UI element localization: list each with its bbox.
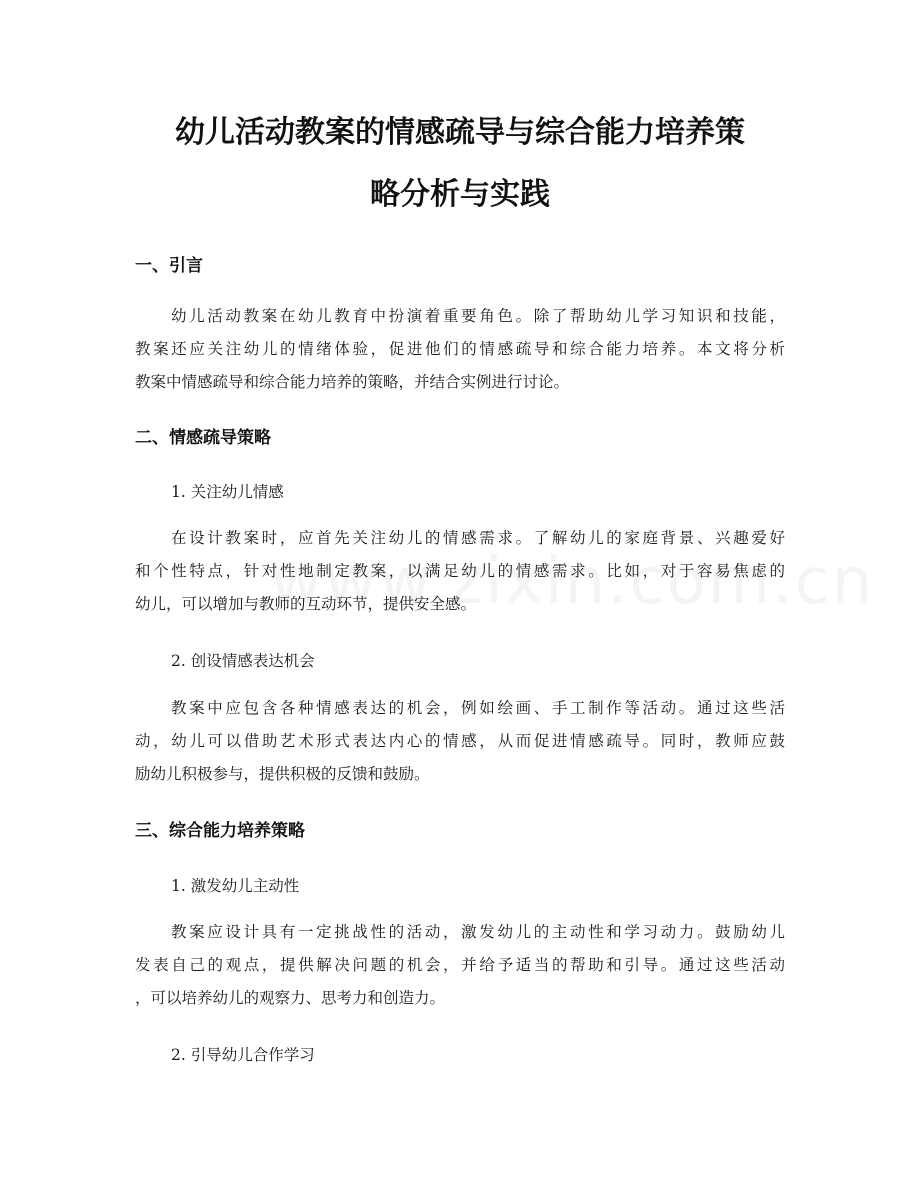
paragraph-line: 幼儿活动教案在幼儿教育中扮演着重要角色。除了帮助幼儿学习知识和技能， xyxy=(171,307,785,325)
paragraph-line: 励幼儿积极参与，提供积极的反馈和鼓励。 xyxy=(135,765,430,783)
emotion-paragraph-2 xyxy=(135,692,785,791)
emotion-paragraph-1 xyxy=(135,522,785,621)
section-heading-ability: 三、综合能力培养策略 xyxy=(135,821,305,841)
paragraph-line: 发表自己的观点，提供解决问题的机会，并给予适当的帮助和引导。通过这些活动 xyxy=(135,956,785,974)
paragraph-line: 在设计教案时，应首先关注幼儿的情感需求。了解幼儿的家庭背景、兴趣爱好 xyxy=(171,529,785,547)
section-heading-emotion: 二、情感疏导策略 xyxy=(135,428,271,448)
paragraph-line: 动，幼儿可以借助艺术形式表达内心的情感，从而促进情感疏导。同时，教师应鼓 xyxy=(135,732,785,750)
subheading-emotion-1: 1. 关注幼儿情感 xyxy=(171,483,284,501)
paragraph-line: 和个性特点，针对性地制定教案，以满足幼儿的情感需求。比如，对于容易焦虑的 xyxy=(135,562,785,580)
document-title xyxy=(120,102,800,226)
paragraph-line: 教案中情感疏导和综合能力培养的策略，并结合实例进行讨论。 xyxy=(135,373,570,391)
paragraph-line: 教案中应包含各种情感表达的机会，例如绘画、手工制作等活动。通过这些活 xyxy=(171,699,785,717)
subheading-emotion-2: 2. 创设情感表达机会 xyxy=(171,652,315,670)
ability-paragraph-1 xyxy=(135,916,785,1015)
paragraph-line: 幼儿，可以增加与教师的互动环节，提供安全感。 xyxy=(135,595,477,613)
subheading-ability-2: 2. 引导幼儿合作学习 xyxy=(171,1046,315,1064)
section-heading-intro: 一、引言 xyxy=(135,256,203,276)
subheading-ability-1: 1. 激发幼儿主动性 xyxy=(171,877,300,895)
paragraph-line: 教案应设计具有一定挑战性的活动，激发幼儿的主动性和学习动力。鼓励幼儿 xyxy=(171,923,785,941)
title-line-1: 幼儿活动教案的情感疏导与综合能力培养策 xyxy=(175,115,745,150)
intro-paragraph xyxy=(135,300,785,399)
title-line-2: 略分析与实践 xyxy=(370,177,550,212)
paragraph-line: 教案还应关注幼儿的情绪体验，促进他们的情感疏导和综合能力培养。本文将分析 xyxy=(135,340,785,358)
paragraph-line: ，可以培养幼儿的观察力、思考力和创造力。 xyxy=(135,989,446,1007)
